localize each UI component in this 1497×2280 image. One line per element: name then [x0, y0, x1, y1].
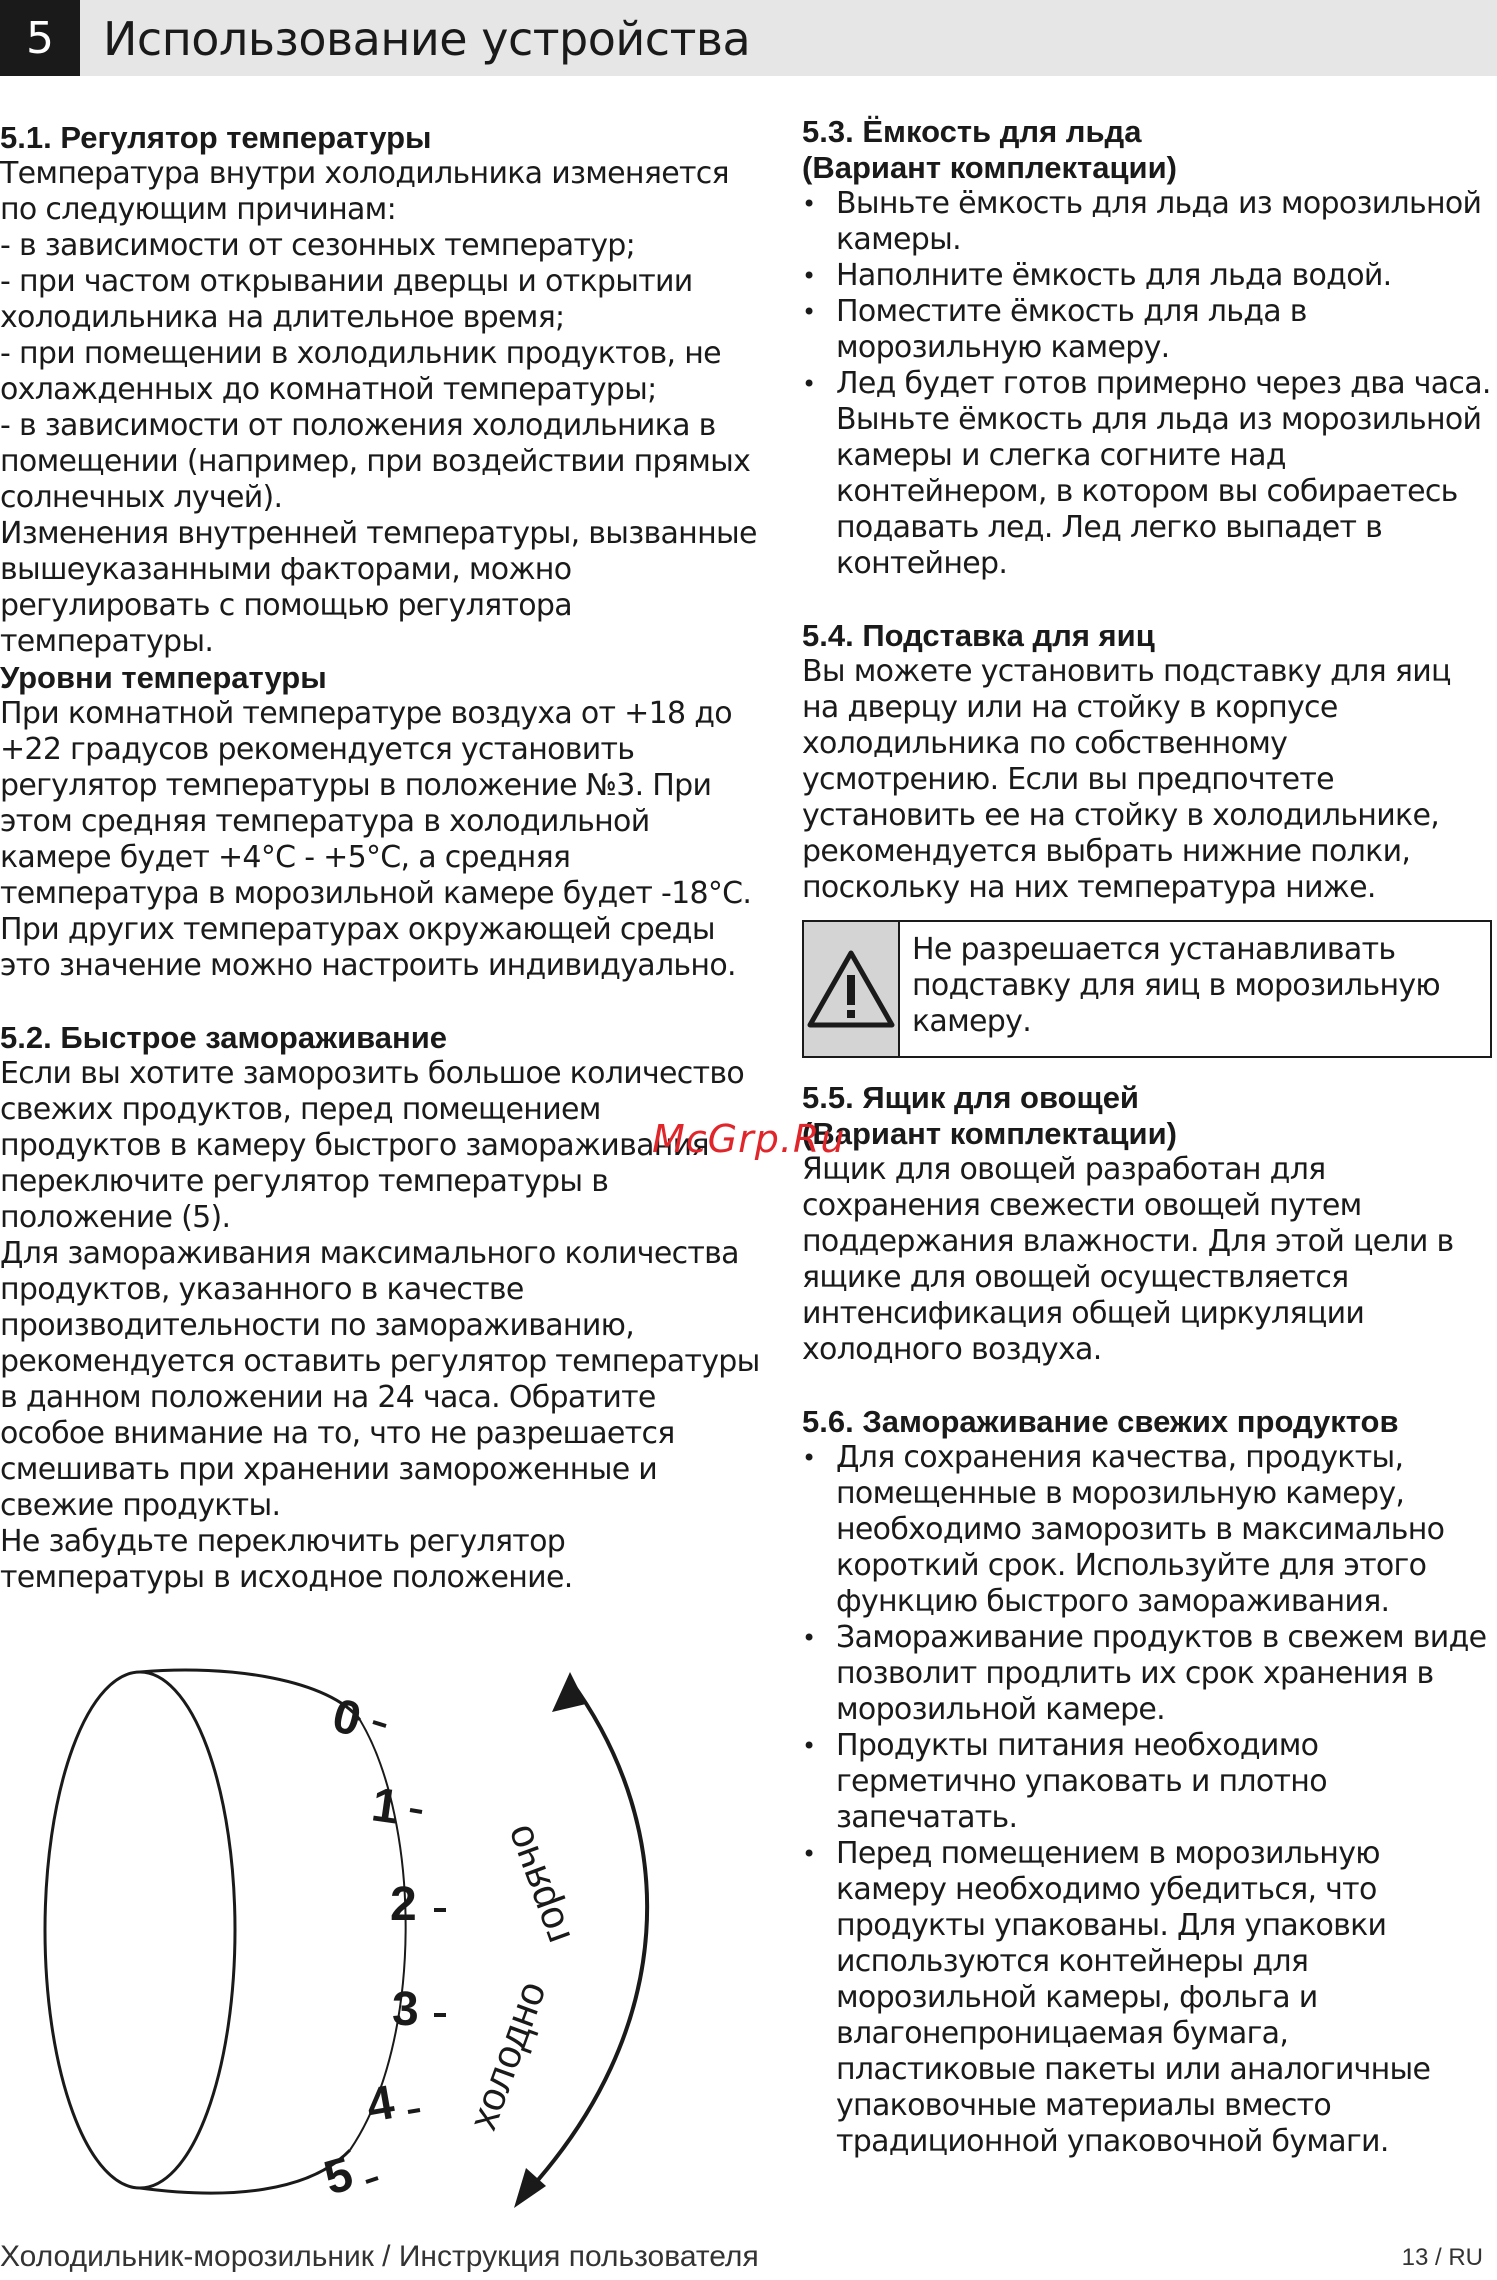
- reason-item: - в зависимости от сезонных температур;: [0, 228, 636, 263]
- section-temperature-regulator: [0, 120, 760, 984]
- dial-face: [45, 1672, 235, 2188]
- section-5-3-subtitle: (Вариант комплектации): [802, 150, 1177, 185]
- warning-text: Не разрешается устанавливать подставку для яиц в морозильную камеру.: [912, 932, 1440, 1039]
- paragraph: Не забудьте переключить регулятор температуры в исходное положение.: [0, 1524, 573, 1595]
- footer-page-number: 13 / RU: [1401, 2244, 1483, 2271]
- reason-item: - при частом открывании дверцы и открытии холодильника на длительное время;: [0, 264, 693, 335]
- warning-box: [802, 920, 1492, 1058]
- paragraph: Если вы хотите заморозить большое количество свежих продуктов, перед помещением продуктов в камеру быстрого замораживания переключите регулятор температуры в положение (5).: [0, 1056, 745, 1235]
- freezing-list: [802, 1440, 1492, 2160]
- section-ice-tray: [802, 114, 1492, 582]
- list-item: • Поместите ёмкость для льда в морозильную камеру.: [802, 294, 1492, 366]
- section-5-2-title: 5.2. Быстрое замораживание: [0, 1020, 448, 1055]
- dial-position-4: 4: [362, 2076, 399, 2133]
- section-fast-freeze: [0, 1020, 760, 1596]
- dial-position-3: 3: [392, 1983, 419, 2036]
- reason-item: - при помещении в холодильник продуктов, не охлажденных до комнатной температуры;: [0, 336, 721, 407]
- chapter-number: 5: [0, 0, 80, 76]
- paragraph: При комнатной температуре воздуха от +18 до +22 градусов рекомендуется установить регулятор температуры в положение №3. При этом средняя температура в холодильной камере будет +4°С - +5°С, а средняя температура в морозильной камере будет -18°С. При других температурах окружающей среды это значение можно настроить индивидуально.: [0, 696, 752, 983]
- dial-tick: [373, 1722, 386, 1726]
- section-5-4-title: 5.4. Подставка для яиц: [802, 618, 1155, 653]
- warning-triangle-icon: [804, 922, 900, 1056]
- list-item: • Замораживание продуктов в свежем виде позволит продлить их срок хранения в морозильной камере.: [802, 1620, 1492, 1728]
- temperature-levels-title: Уровни температуры: [0, 660, 327, 695]
- list-item: • Выньте ёмкость для льда из морозильной камеры.: [802, 186, 1492, 258]
- dial-position-5: 5: [318, 2147, 359, 2206]
- label-cold: холодно: [460, 1975, 555, 2136]
- section-freezing-fresh-food: [802, 1404, 1492, 2160]
- dial-position-1: 1: [368, 1778, 403, 1835]
- section-5-3-title: 5.3. Ёмкость для льда: [802, 114, 1142, 149]
- dial-position-0: 0: [327, 1689, 367, 1748]
- label-warm: горячо: [496, 1819, 580, 1950]
- dial-tick: [408, 2110, 420, 2112]
- list-item: • Перед помещением в морозильную камеру необходимо убедиться, что продукты упакованы. Для упаковки используются контейнеры для морозильной камеры, фольга и влагонепроницаемая бумага, пластиковые пакеты или аналогичные упаковочные материалы вместо традиционной упаковочной бумаги.: [802, 1836, 1492, 2160]
- section-5-6-title: 5.6. Замораживание свежих продуктов: [802, 1404, 1399, 1439]
- thermostat-dial-illustration: [30, 1660, 660, 2210]
- footer-document-title: Холодильник-морозильник / Инструкция пользователя: [0, 2240, 759, 2273]
- list-item: • Продукты питания необходимо герметично упаковать и плотно запечатать.: [802, 1728, 1492, 1836]
- chapter-title: Использование устройства: [103, 12, 751, 66]
- list-item: • Наполните ёмкость для льда водой.: [802, 258, 1492, 294]
- dial-tick: [410, 1810, 422, 1812]
- section-vegetable-drawer: [802, 1080, 1492, 1368]
- section-egg-holder: [802, 618, 1492, 1058]
- paragraph: Изменения внутренней температуры, вызванные вышеуказанными факторами, можно регулировать с помощью регулятора температуры.: [0, 516, 757, 659]
- left-column: [0, 120, 760, 1596]
- right-column: [802, 114, 1492, 2160]
- paragraph: Вы можете установить подставку для яиц на дверцу или на стойку в корпусе холодильника по собственному усмотрению. Если вы предпочтете установить ее на стойку в холодильнике, рекомендуется выбрать нижние полки, поскольку на них температура ниже.: [802, 654, 1451, 905]
- dial-position-2: 2: [390, 1878, 417, 1931]
- section-5-5-title: 5.5. Ящик для овощей: [802, 1080, 1139, 1115]
- ice-tray-list: [802, 186, 1492, 582]
- section-5-1-title: 5.1. Регулятор температуры: [0, 120, 432, 155]
- paragraph: Для замораживания максимального количества продуктов, указанного в качестве производительности по замораживанию, рекомендуется оставить регулятор температуры в данном положении на 24 часа. Обратите особое внимание на то, что не разрешается смешивать при хранении замороженные и свежие продукты.: [0, 1236, 760, 1523]
- reason-item: - в зависимости от положения холодильника в помещении (например, при воздействии прямых солнечных лучей).: [0, 408, 751, 515]
- paragraph: Ящик для овощей разработан для сохранения свежести овощей путем поддержания влажности. Для этой цели в ящике для овощей осуществляется интенсификация общей циркуляции холодного воздуха.: [802, 1152, 1454, 1367]
- watermark: McGrp.Ru: [652, 1117, 846, 1161]
- list-item: • Лед будет готов примерно через два часа. Выньте ёмкость для льда из морозильной камеры и слегка согните над контейнером, в котором вы собираетесь подавать лед. Лед легко выпадет в контейнер.: [802, 366, 1492, 582]
- section-5-5-subtitle: (Вариант комплектации): [802, 1116, 1177, 1151]
- dial-tick: [366, 2178, 378, 2182]
- list-item: • Для сохранения качества, продукты, помещенные в морозильную камеру, необходимо заморозить в максимально короткий срок. Используйте для этого функцию быстрого замораживания.: [802, 1440, 1492, 1620]
- paragraph: Температура внутри холодильника изменяется по следующим причинам:: [0, 156, 729, 227]
